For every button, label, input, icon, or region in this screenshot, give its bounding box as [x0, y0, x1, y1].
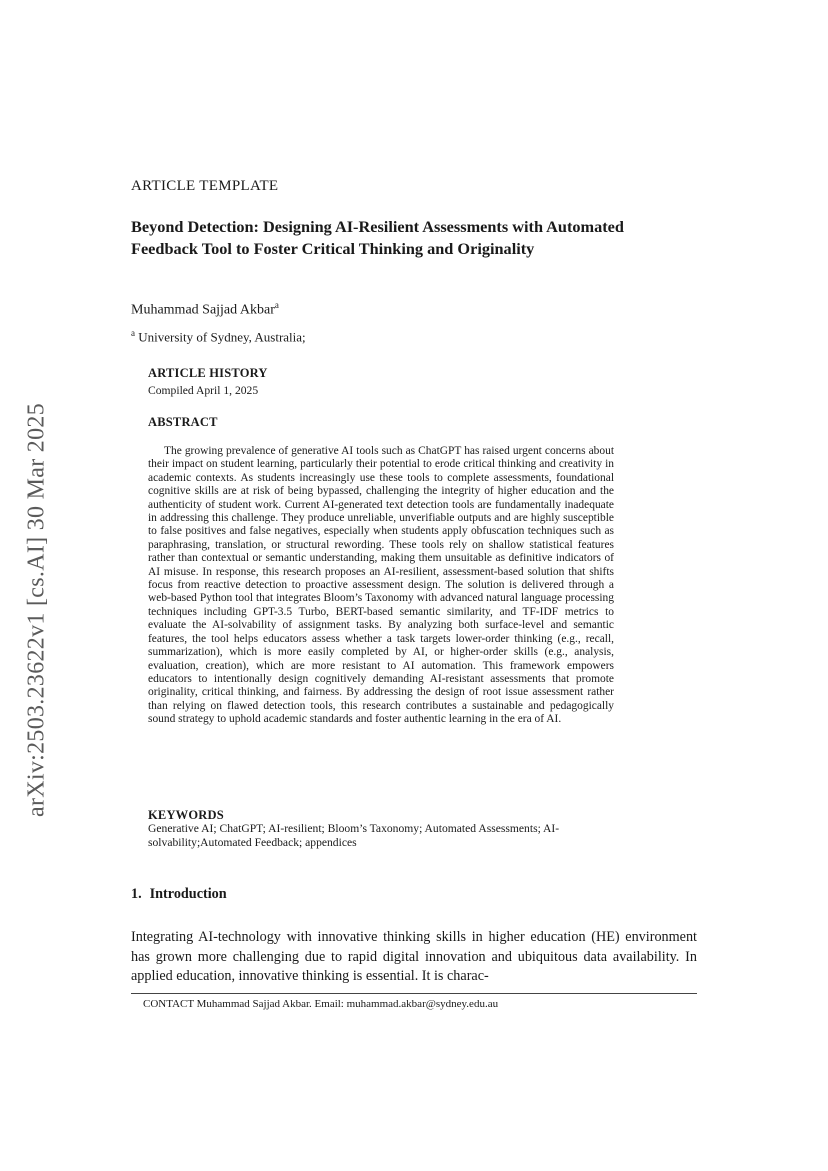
article-history-heading: ARTICLE HISTORY	[148, 366, 268, 380]
arxiv-identifier: arXiv:2503.23622v1 [cs.AI] 30 Mar 2025	[23, 403, 50, 817]
affiliation: University of Sydney, Australia;	[138, 329, 306, 345]
affiliation-line	[131, 328, 306, 345]
author-name: Muhammad Sajjad Akbar	[131, 302, 275, 318]
affiliation-superscript: a	[131, 328, 135, 338]
footnote-rule	[131, 993, 697, 994]
abstract-heading: ABSTRACT	[148, 415, 218, 429]
author-line	[131, 300, 279, 319]
section-heading	[131, 886, 227, 903]
author-superscript: a	[274, 300, 279, 310]
section-number: 1.	[131, 886, 142, 902]
keywords-text: Generative AI; ChatGPT; AI-resilient; Bloom’s Taxonomy; Automated Assessments; AI-solvability;Automated Feedback; appendices	[148, 822, 560, 849]
article-type: ARTICLE TEMPLATE	[131, 178, 279, 194]
abstract-text: The growing prevalence of generative AI tools such as ChatGPT has raised urgent concerns about their impact on student learning, particularly their potential to erode critical thinking and creativity in academic contexts. As students increasingly use these tools to complete assessments, foundational cognitive skills are at risk of being bypassed, challenging the integrity of higher education and the authenticity of student work. Current AI-generated text detection tools are fundamentally inadequate in addressing this challenge. They produce unreliable, unverifiable outputs and are highly susceptible to false positives and false negatives, especially when students apply obfuscation techniques such as paraphrasing, translation, or structural rewording. These tools rely on shallow statistical features rather than contextual or semantic understanding, making them unsuitable as definitive indicators of AI misuse. In response, this research proposes an AI-resilient, assessment-based solution that shifts focus from reactive detection to proactive assessment design. The solution is delivered through a web-based Python tool that integrates Bloom’s Taxonomy with advanced natural language processing techniques including GPT-3.5 Turbo, BERT-based semantic similarity, and TF-IDF metrics to evaluate the AI-solvability of assignment tasks. By analyzing both surface-level and semantic features, the tool helps educators assess whether a task targets lower-order thinking (e.g., recall, summarization), which is more easily completed by AI, or higher-order skills (e.g., analysis, evaluation, creation), which are more resistant to AI automation. This framework empowers educators to intentionally design cognitively demanding AI-resistant assessments that promote originality, critical thinking, and fairness. By addressing the design of root issue assessment rather than relying on flawed detection tools, this research contributes a sustainable and pedagogically sound strategy to uphold academic standards and foster authentic learning in the era of AI.	[148, 445, 614, 726]
paper-title: Beyond Detection: Designing AI-Resilient Assessments with Automated Feedback Tool to Foster Critical Thinking and Originality	[131, 217, 624, 258]
arxiv-sidebar	[22, 370, 52, 850]
introduction-paragraph: Integrating AI-technology with innovative thinking skills in higher education (HE) environment has grown more challenging due to rapid digital innovation and ubiquitous data availability. In applied education, innovative thinking is essential. It is charac-	[131, 929, 697, 984]
contact-footnote: CONTACT Muhammad Sajjad Akbar. Email: muhammad.akbar@sydney.edu.au	[143, 998, 499, 1010]
compiled-date: Compiled April 1, 2025	[148, 384, 259, 397]
keywords-heading: KEYWORDS	[148, 808, 224, 822]
section-title: Introduction	[149, 886, 227, 902]
